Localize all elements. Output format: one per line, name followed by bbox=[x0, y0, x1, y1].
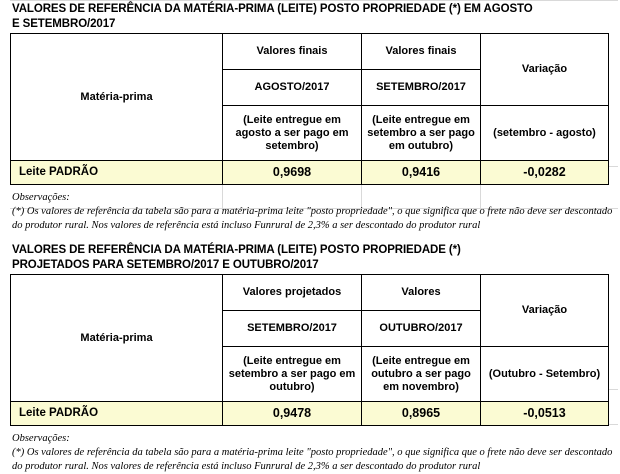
table1-header-col1-top: Valores finais bbox=[223, 34, 362, 70]
table1-header-col2-note: (Leite entregue em setembro a ser pago em outubro) bbox=[362, 106, 481, 161]
table2-row0-name: Leite PADRÃO bbox=[11, 402, 223, 426]
table1-header-col1-note: (Leite entregue em agosto a ser pago em setembro) bbox=[223, 106, 362, 161]
table2 bbox=[10, 274, 609, 426]
section-final-values bbox=[0, 0, 620, 233]
table1-title-line2: E SETEMBRO/2017 bbox=[12, 17, 116, 30]
table2-observations bbox=[0, 432, 620, 474]
table2-header-row-top bbox=[11, 275, 609, 311]
table1-header-matter: Matéria-prima bbox=[11, 34, 223, 161]
table1-header-col1-sub: AGOSTO/2017 bbox=[223, 70, 362, 106]
table1-title-line1: VALORES DE REFERÊNCIA DA MATÉRIA-PRIMA (LEITE) POSTO PROPRIEDADE (*) EM AGOSTO bbox=[12, 3, 533, 15]
table2-title-line2: PROJETADOS PARA SETEMBRO/2017 E OUTUBRO/2017 bbox=[12, 258, 319, 271]
table1-title bbox=[0, 0, 620, 33]
table2-row0-variation: -0,0513 bbox=[481, 402, 609, 426]
table1-header-col2-top: Valores finais bbox=[362, 34, 481, 70]
table2-header-matter: Matéria-prima bbox=[11, 275, 223, 402]
table1 bbox=[10, 33, 609, 185]
table2-header-col1-note: (Leite entregue em setembro a ser pago em outubro) bbox=[223, 347, 362, 402]
section-projected-values bbox=[0, 241, 620, 474]
table1-header-col3-note: (setembro - agosto) bbox=[481, 106, 609, 161]
table2-row0-value1: 0,9478 bbox=[223, 402, 362, 426]
table1-observations bbox=[0, 191, 620, 233]
table1-header-row-top bbox=[11, 34, 609, 70]
table2-row0-value2: 0,8965 bbox=[362, 402, 481, 426]
table-row bbox=[11, 161, 609, 185]
table1-row0-value2: 0,9416 bbox=[362, 161, 481, 185]
table2-header-col1-top: Valores projetados bbox=[223, 275, 362, 311]
table2-header-col2-sub: OUTUBRO/2017 bbox=[362, 311, 481, 347]
table2-header-col2-note: (Leite entregue em outubro a ser pago em novembro) bbox=[362, 347, 481, 402]
table1-observations-heading: Observações: bbox=[12, 192, 70, 203]
table2-title-line1: VALORES DE REFERÊNCIA DA MATÉRIA-PRIMA (LEITE) POSTO PROPRIEDADE (*) bbox=[12, 244, 461, 256]
table1-header-col3-top: Variação bbox=[481, 34, 609, 106]
table2-header-col2-top: Valores bbox=[362, 275, 481, 311]
table2-observations-body: (*) Os valores de referência da tabela são para a matéria-prima leite "posto propriedade", o que significa que o frete não deve ser descontado do produtor rural. Nos valores de referência está incluso Funrural de 2,3% a ser descontado do produtor rural bbox=[12, 447, 613, 472]
table1-header-col2-sub: SETEMBRO/2017 bbox=[362, 70, 481, 106]
table1-observations-body: (*) Os valores de referência da tabela são para a matéria-prima leite "posto propriedade", o que significa que o frete não deve ser descontado do produtor rural. Nos valores de referência está incluso Funrural de 2,3% a ser descontado do produtor rural bbox=[12, 206, 613, 231]
table1-row0-name: Leite PADRÃO bbox=[11, 161, 223, 185]
table2-header-col3-note: (Outubro - Setembro) bbox=[481, 347, 609, 402]
table-row bbox=[11, 402, 609, 426]
table2-observations-heading: Observações: bbox=[12, 433, 70, 444]
table1-row0-variation: -0,0282 bbox=[481, 161, 609, 185]
table2-header-col1-sub: SETEMBRO/2017 bbox=[223, 311, 362, 347]
table2-title bbox=[0, 241, 620, 274]
table1-row0-value1: 0,9698 bbox=[223, 161, 362, 185]
table2-header-col3-top: Variação bbox=[481, 275, 609, 347]
